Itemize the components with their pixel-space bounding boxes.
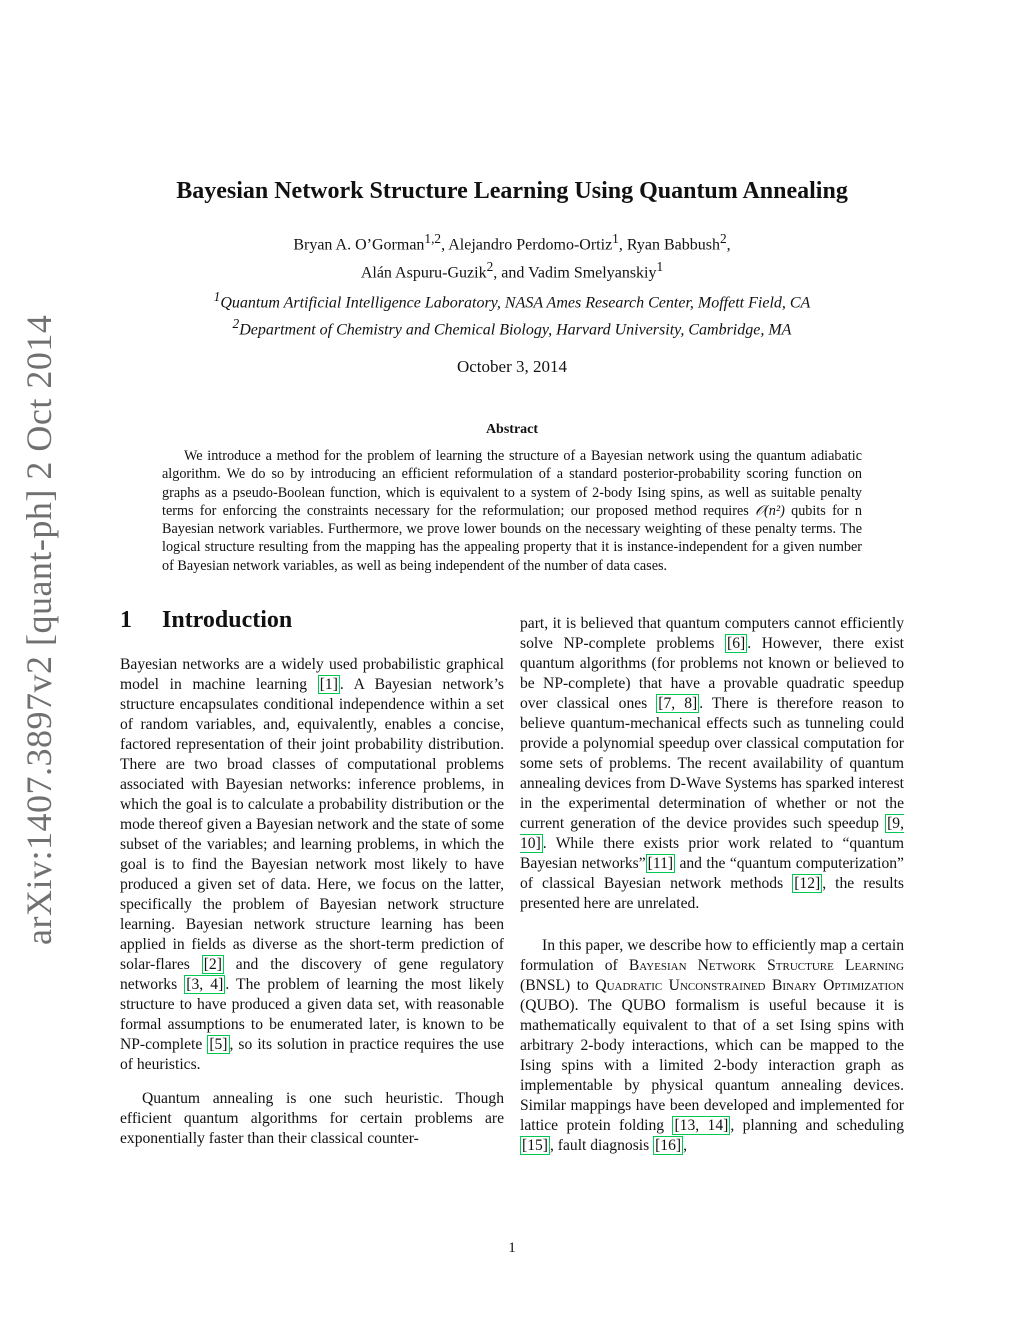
- citation-link[interactable]: [7, 8]: [658, 695, 698, 712]
- paragraph-text: (QUBO). The QUBO formalism is useful because it is mathematically equivalent to that of a set Ising spins with arbitrary 2-body interactions, which can be mapped to the Ising spins with a limited 2-body interaction graph as implementable by physical quantum annealing devices. Similar mappings have been developed and implemented for lattice protein folding: [520, 997, 904, 1134]
- citation-link[interactable]: [15]: [522, 1137, 548, 1154]
- citation-link[interactable]: [9, 10]: [520, 815, 904, 852]
- paragraph: [520, 936, 904, 1156]
- paragraph-text: , the results presented here are unrelated.: [520, 875, 904, 912]
- paper-title: Bayesian Network Structure Learning Using Quantum Annealing: [176, 178, 848, 204]
- author-name: and Vadim Smelyanskiy: [501, 264, 657, 282]
- author-affil-mark: 2: [486, 259, 494, 275]
- paragraph: [520, 614, 904, 914]
- author-name: Ryan Babbush: [626, 236, 720, 254]
- affiliation-text: Quantum Artificial Intelligence Laboratory, NASA Ames Research Center, Moffett Field, CA: [220, 294, 811, 312]
- abstract-body: [162, 447, 862, 575]
- paragraph-text: Bayesian networks are a widely used probabilistic graphical model in machine learning: [120, 656, 504, 693]
- paragraph-text: (BNSL) to: [520, 977, 596, 994]
- abstract-text: qubits for n Bayesian network variables. Furthermore, we prove lower bounds on the necessary weighting of these penalty terms. The logical structure resulting from the mapping has the appealing property that it is instance-independent for a given number of Bayesian network variables, as well as being independent of the number of data cases.: [162, 502, 862, 574]
- paragraph-text: In this paper, we describe how to efficiently map a certain formulation of: [520, 937, 904, 974]
- term-small-caps: Quadratic Unconstrained Binary Optimization: [595, 977, 904, 994]
- abstract-text: We introduce a method for the problem of learning the structure of a Bayesian network using the quantum adiabatic algorithm. We do so by introducing an efficient reformulation of a standard posterior-probability scoring function on graphs as a pseudo-Boolean function, which is equivalent to a system of 2-body Ising spins, as well as suitable penalty terms for enforcing the constraints necessary for the reformulation; our proposed method requires: [162, 448, 862, 519]
- paragraph-text: ,: [683, 1137, 687, 1154]
- affiliation-number: 2: [232, 316, 240, 332]
- affiliations: [100, 286, 924, 341]
- paragraph: Quantum annealing is one such heuristic. Though efficient quantum algorithms for certain problems are exponentially faster than their classical counter-: [120, 1090, 504, 1147]
- affiliation-number: 1: [213, 289, 221, 304]
- paragraph-text: . However, there exist quantum algorithms (for problems not known or believed to be NP-complete) that have a provable quadratic speedup over classical ones: [520, 635, 904, 712]
- citation-link[interactable]: [2]: [203, 956, 222, 973]
- paragraph-text: . The problem of learning the most likely structure to have produced a given data set, with reasonable formal assumptions to be enumerated later, is known to be NP-complete: [120, 976, 504, 1053]
- paragraph-text: , planning and scheduling: [730, 1117, 904, 1134]
- citation-link[interactable]: [13, 14]: [674, 1117, 729, 1134]
- page-number: 1: [508, 1240, 516, 1256]
- arxiv-identifier[interactable]: arXiv:1407.3897v2 [quant-ph] 2 Oct 2014: [19, 314, 59, 945]
- paragraph-text: . While there exists prior work related to “quantum Bayesian networks”: [520, 835, 904, 872]
- paragraph-text: and the discovery of gene regulatory networks: [120, 956, 504, 993]
- author-affil-mark: 1: [656, 259, 664, 275]
- right-column: [520, 614, 904, 1156]
- author-affil-mark: 1,2: [424, 231, 442, 246]
- paragraph-text: . A Bayesian network’s structure encapsulates conditional independence within a set of random variables, and, equivalently, enables a concise, factored representation of their joint probability distribution. There are two broad classes of computational problems associated with Bayesian networks: inference problems, in which the goal is to calculate a probability distribution or the mode thereof given a Bayesian network and the state of some subset of the variables; and learning problems, in which the goal is to find the Bayesian network most likely to have produced a given set of data. Here, we focus on the latter, specifically the problem of Bayesian network structure learning. Bayesian network structure learning has been applied in fields as diverse as the short-term prediction of solar-flares: [120, 676, 504, 973]
- author-name: Alán Aspuru-Guzik: [360, 264, 487, 282]
- citation-link[interactable]: [3, 4]: [186, 976, 224, 993]
- affiliation-text: Department of Chemistry and Chemical Biology, Harvard University, Cambridge, MA: [239, 321, 792, 339]
- paragraph-text: , so its solution in practice requires the use of heuristics.: [120, 1036, 504, 1073]
- affiliation-line: [100, 313, 924, 340]
- author-name: Bryan A. O’Gorman: [293, 236, 425, 254]
- paragraph-text: and the “quantum computerization” of classical Bayesian network methods: [520, 855, 904, 892]
- affiliation-line: [100, 286, 924, 313]
- left-column: [120, 605, 504, 1149]
- citation-link[interactable]: [12]: [794, 875, 821, 892]
- paragraph: [120, 655, 504, 1075]
- author-list: Bryan A. O’Gorman$^{1,2}$, Alejandro Perdomo-Ortiz$^1$, Ryan Babbush$^2$, Alán Aspuru-Guzik$^2$, and Vadim Smelyanskiy$^1$: [293, 231, 731, 282]
- citation-link[interactable]: [5]: [209, 1036, 228, 1053]
- citation-link[interactable]: [1]: [319, 676, 338, 693]
- section-heading: [120, 605, 504, 635]
- paragraph-text: . There is therefore reason to believe quantum-mechanical effects such as tunneling could provide a polynomial speedup over classical computation for some sets of problems. The recent availability of quantum annealing devices from D-Wave Systems has sparked interest in the experimental determination of whether or not the current generation of the device provides such speedup: [520, 695, 904, 832]
- citation-link[interactable]: [11]: [647, 855, 674, 872]
- abstract-math: 𝒪(n²): [755, 502, 785, 519]
- section-number: 1: [120, 607, 132, 633]
- section-title: Introduction: [162, 607, 293, 633]
- publication-date: October 3, 2014: [456, 357, 567, 376]
- author-affil-mark: 1: [612, 231, 619, 246]
- author-affil-mark: 2: [719, 231, 727, 246]
- abstract-heading: Abstract: [485, 422, 539, 437]
- term-small-caps: Bayesian Network Structure Learning: [628, 957, 904, 974]
- author-name: Alejandro Perdomo-Ortiz: [448, 236, 613, 254]
- citation-link[interactable]: [6]: [727, 635, 746, 652]
- citation-link[interactable]: [16]: [655, 1137, 682, 1154]
- paragraph-text: part, it is believed that quantum computers cannot efficiently solve NP-complete problems: [520, 615, 904, 652]
- paragraph-text: , fault diagnosis: [549, 1137, 654, 1154]
